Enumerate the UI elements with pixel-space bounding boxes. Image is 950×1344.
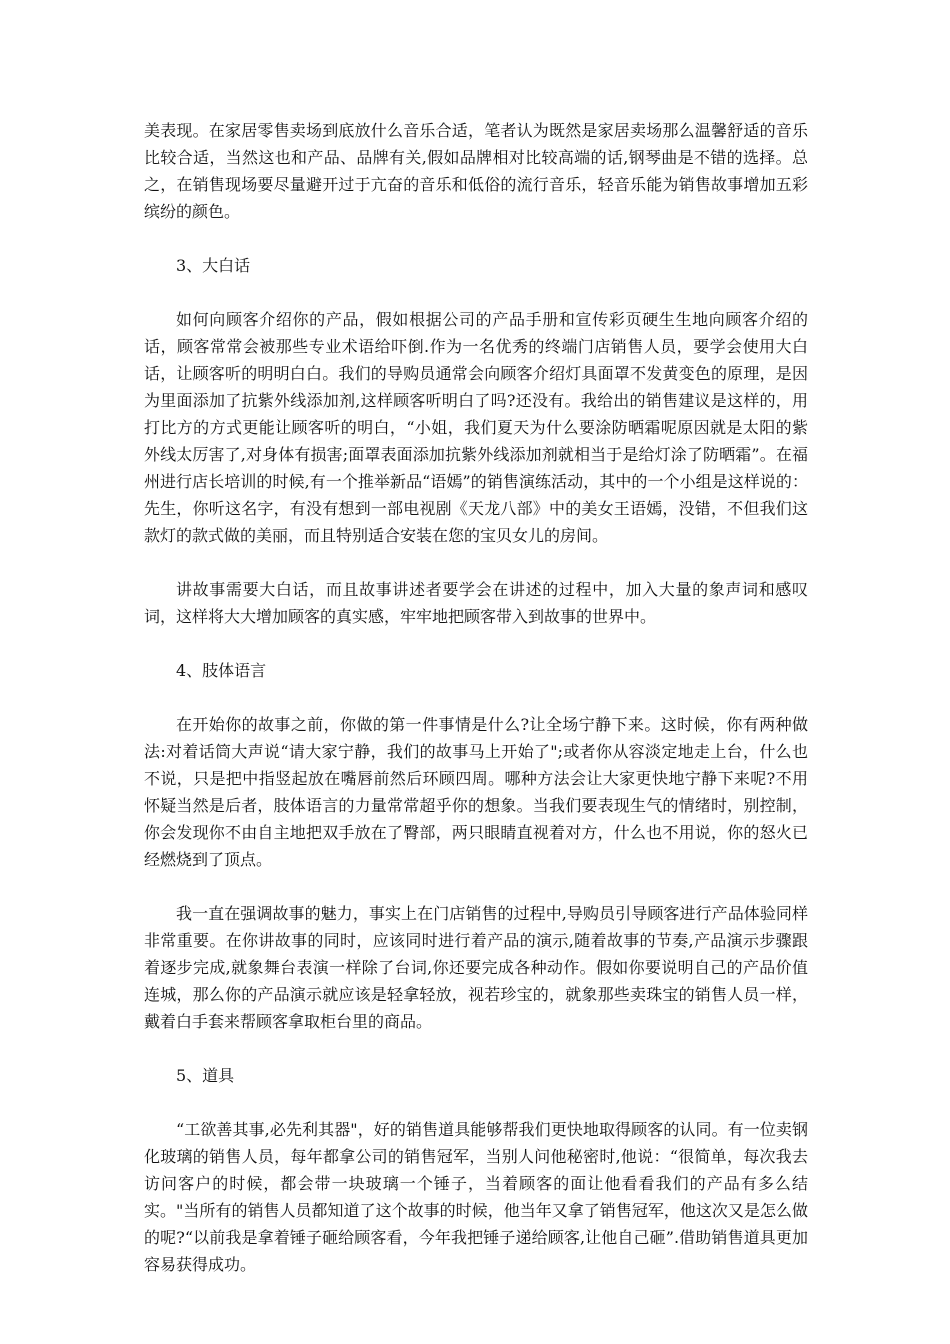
- paragraph-storytelling: 讲故事需要大白话，而且故事讲述者要学会在讲述的过程中，加入大量的象声词和感叹词，这样将大大增加顾客的真实感，牢牢地把顾客带入到故事的世界中。: [144, 580, 808, 626]
- paragraph-gap: [144, 225, 808, 252]
- paragraph-music: 美表现。在家居零售卖场到底放什么音乐合适，笔者认为既然是家居卖场那么温馨舒适的音乐比较合适，当然这也和产品、品牌有关,假如品牌相对比较高端的话,钢琴曲是不错的选择。总之，在销售现场要尽量避开过于亢奋的音乐和低俗的流行音乐，轻音乐能为销售故事增加五彩缤纷的颜色。: [144, 121, 808, 221]
- paragraph-gap: [144, 684, 808, 711]
- paragraph-props: “工欲善其事,必先利其器"，好的销售道具能够帮我们更快地取得顾客的认同。有一位卖钢化玻璃的销售人员，每年都拿公司的销售冠军，当别人问他秘密时,他说：“很简单，每次我去访问客户的时候，都会带一块玻璃一个锤子，当着顾客的面让他看看我们的产品有多么结实。"当所有的销售人员都知道了这个故事的时候，他当年又拿了销售冠军，他这次又是怎么做的呢?“以前我是拿着锤子砸给顾客看，今年我把锤子递给顾客,让他自己砸”.借助销售道具更加容易获得成功。: [144, 1120, 808, 1274]
- paragraph-plain-talk: 如何向顾客介绍你的产品，假如根据公司的产品手册和宣传彩页硬生生地向顾客介绍的话，顾客常常会被那些专业术语给吓倒.作为一名优秀的终端门店销售人员，要学会使用大白话，让顾客听的明明白白。我们的导购员通常会向顾客介绍灯具面罩不发黄变色的原理，是因为里面添加了抗紫外线添加剂,这样顾客听明白了吗?还没有。我给出的销售建议是这样的，用打比方的方式更能让顾客听的明白，“小姐，我们夏天为什么要涂防晒霜呢原因就是太阳的紫外线太厉害了,对身体有损害;面罩表面添加抗紫外线添加剂就相当于是给灯涂了防晒霜”。在福州进行店长培训的时候,有一个推举新品“语嫣”的销售演练活动，其中的一个小组是这样说的：先生，你听这名字，有没有想到一部电视剧《天龙八部》中的美女王语嫣，没错，不但我们这款灯的款式做的美丽，而且特别适合安装在您的宝贝女儿的房间。: [144, 310, 808, 545]
- paragraph-gap: [144, 630, 808, 657]
- paragraph-gap: [144, 279, 808, 306]
- section-heading-props: 5、道具: [176, 1066, 235, 1085]
- paragraph-gap: [144, 1089, 808, 1116]
- paragraph-gap: [144, 1035, 808, 1062]
- paragraph-product-demo: 我一直在强调故事的魅力，事实上在门店销售的过程中,导购员引导顾客进行产品体验同样非常重要。在你讲故事的同时，应该同时进行着产品的演示,随着故事的节奏,产品演示步骤跟着逐步完成,就象舞台表演一样除了台词,你还要完成各种动作。假如你要说明自己的产品价值连城，那么你的产品演示就应该是轻拿轻放，视若珍宝的，就象那些卖珠宝的销售人员一样，戴着白手套来帮顾客拿取柜台里的商品。: [144, 904, 808, 1031]
- section-heading-body-language: 4、肢体语言: [176, 661, 267, 680]
- paragraph-gap: [144, 873, 808, 900]
- document-body: [144, 117, 808, 1278]
- paragraph-gap: [144, 549, 808, 576]
- section-heading-plain-talk: 3、大白话: [176, 256, 251, 275]
- paragraph-body-language: 在开始你的故事之前，你做的第一件事情是什么?让全场宁静下来。这时候，你有两种做法:对着话筒大声说“请大家宁静，我们的故事马上开始了";或者你从容淡定地走上台，什么也不说，只是把中指竖起放在嘴唇前然后环顾四周。哪种方法会让大家更快地宁静下来呢?不用怀疑当然是后者，肢体语言的力量常常超乎你的想象。当我们要表现生气的情绪时，别控制，你会发现你不由自主地把双手放在了臀部，两只眼睛直视着对方，什么也不用说，你的怒火已经燃烧到了顶点。: [144, 715, 808, 869]
